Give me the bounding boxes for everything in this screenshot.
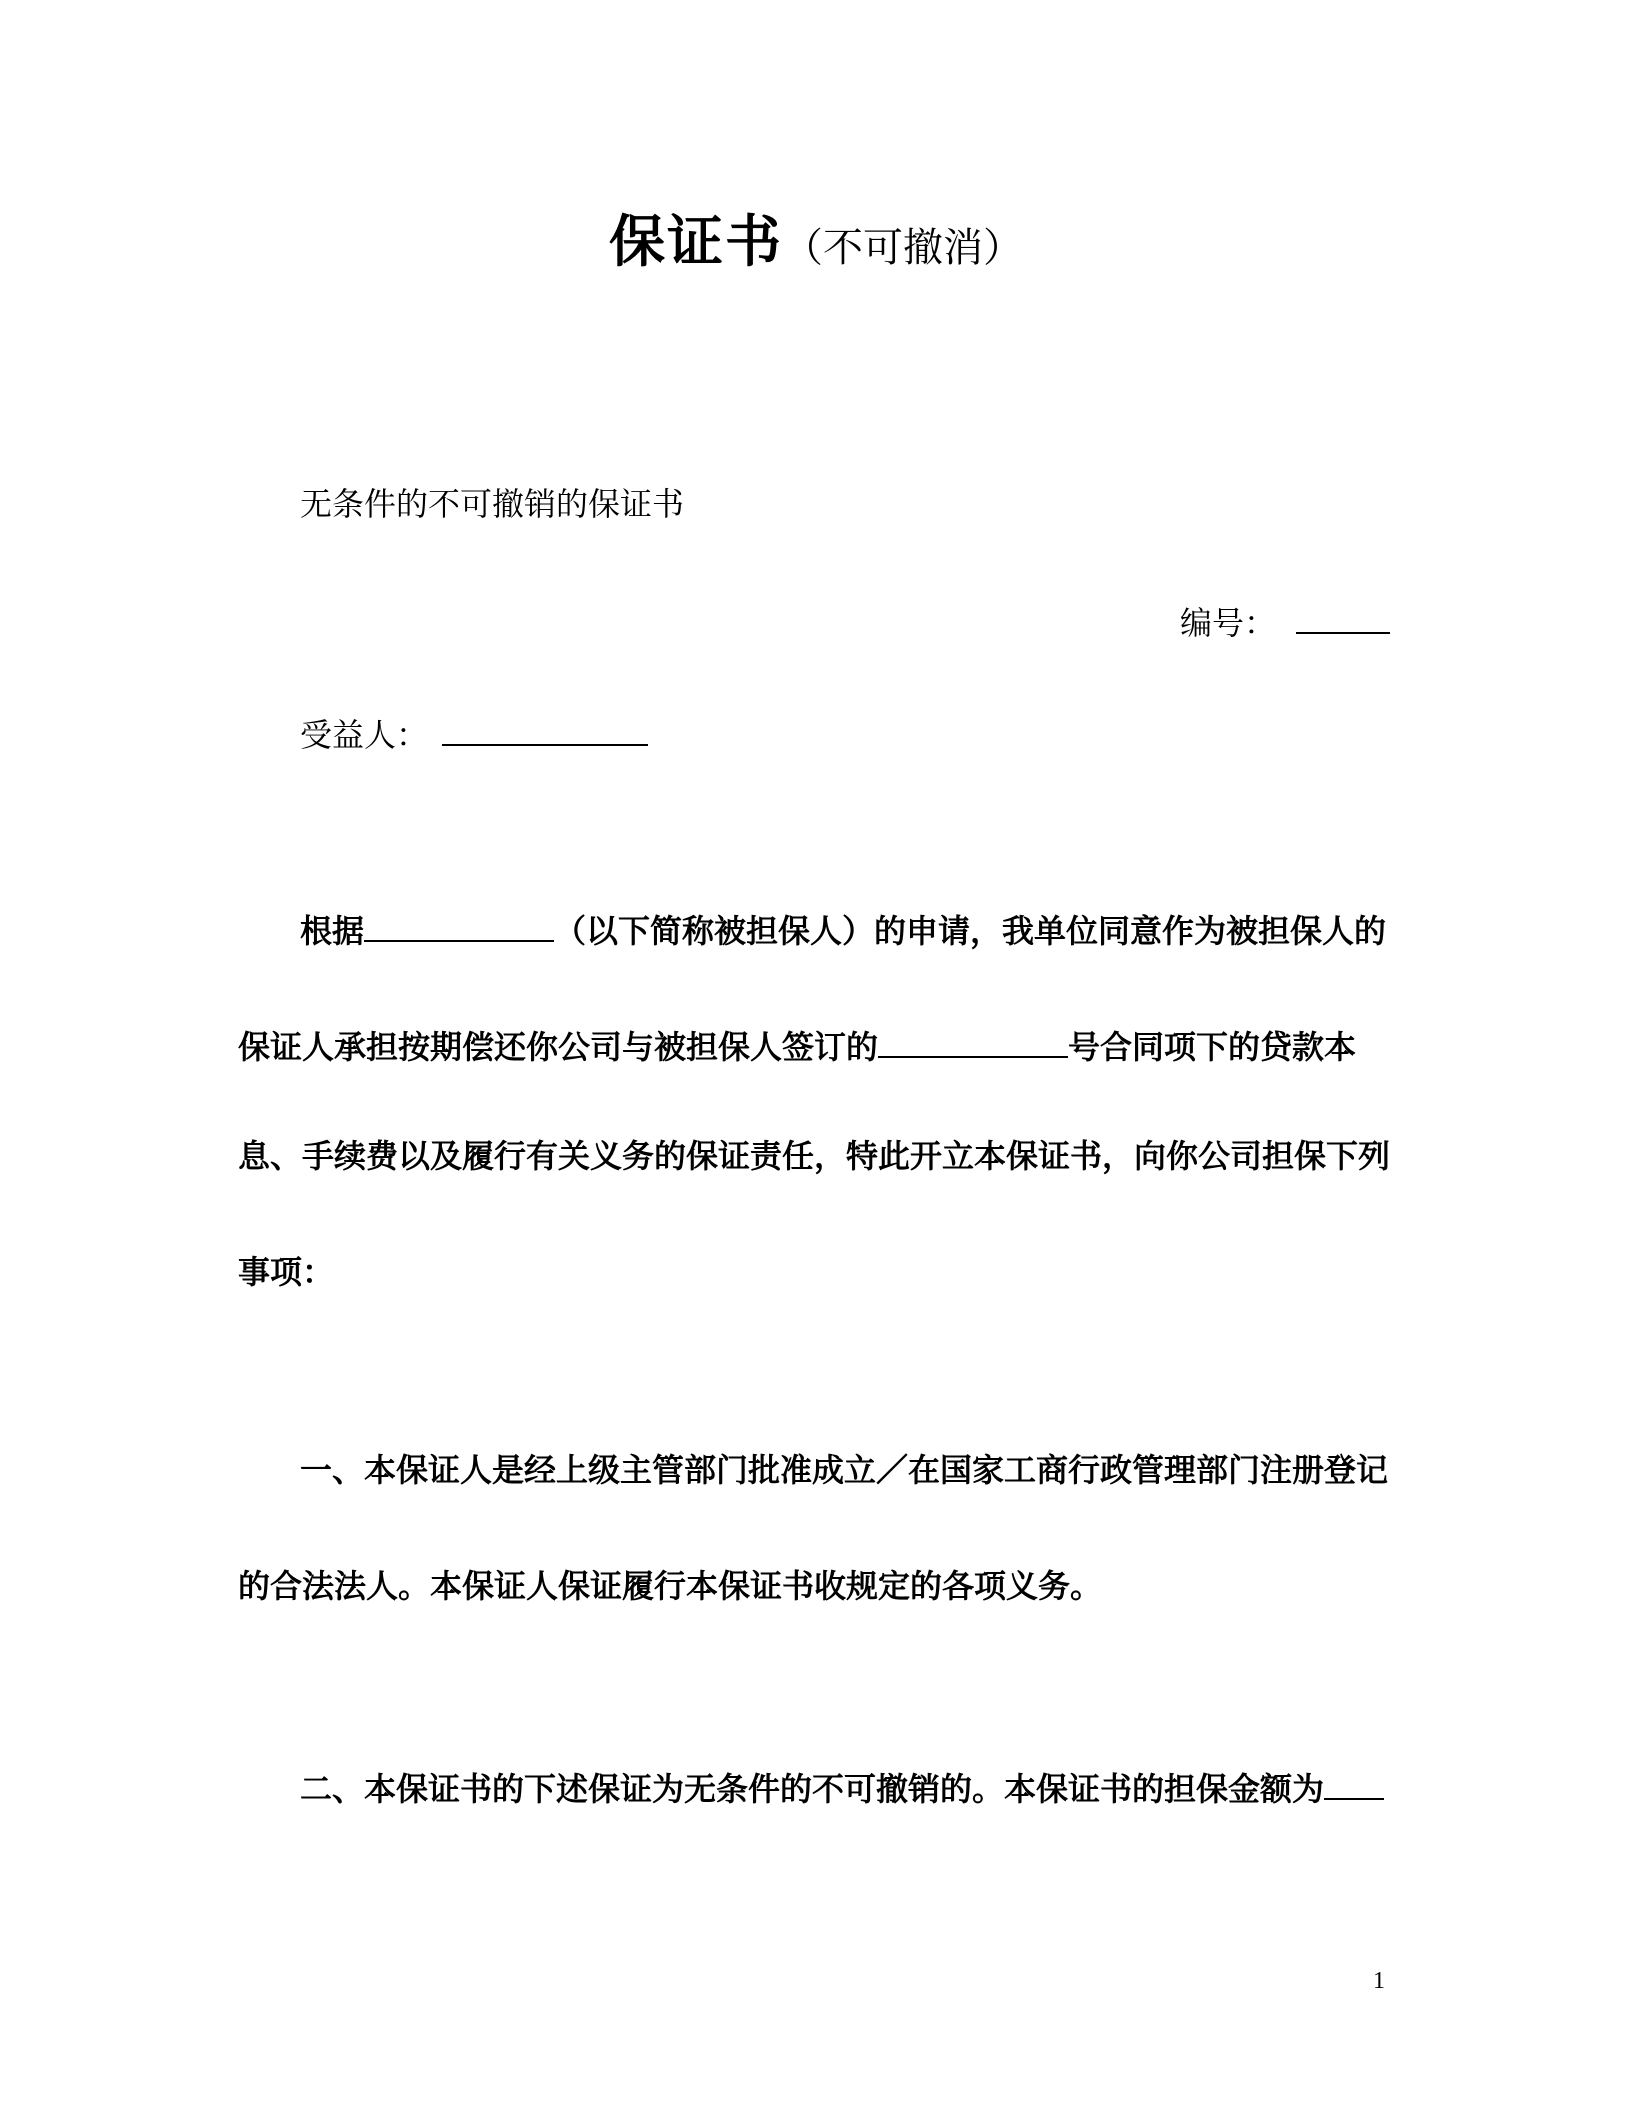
document-title: [0, 198, 1632, 278]
beneficiary-field: [300, 710, 648, 755]
title-main: 保证书: [609, 210, 783, 275]
page-number: 1: [1373, 1968, 1385, 1994]
para1-text-d: 号合同项下的贷款本: [1068, 1028, 1357, 1066]
number-label: 编号：: [1180, 604, 1277, 642]
contract-number-blank: [878, 1022, 1068, 1058]
para1-line3: 息、手续费以及履行有关义务的保证责任，特此开立本保证书，向你公司担保下列: [238, 1137, 1391, 1175]
applicant-blank: [364, 906, 554, 942]
beneficiary-label: 受益人：: [300, 716, 429, 754]
item2-text: 二、本保证书的下述保证为无条件的不可撤销的。本保证书的担保金额为: [300, 1770, 1325, 1808]
number-field: [1180, 598, 1390, 643]
number-blank: [1296, 598, 1390, 634]
para1-text-a: 根据: [300, 912, 365, 950]
item1-line2: 的合法法人。本保证人保证履行本保证书收规定的各项义务。: [238, 1567, 1103, 1605]
title-sub: （不可撤消）: [783, 225, 1023, 271]
para1-text-c: 保证人承担按期偿还你公司与被担保人签订的: [238, 1028, 879, 1066]
document-subtitle: 无条件的不可撤销的保证书: [300, 485, 685, 523]
para1-line2: [238, 1022, 1356, 1067]
para1-text-b: （以下简称被担保人）的申请，我单位同意作为被担保人的: [554, 912, 1387, 950]
amount-blank: [1324, 1764, 1384, 1800]
item1-line1: 一、本保证人是经上级主管部门批准成立／在国家工商行政管理部门注册登记: [300, 1451, 1389, 1489]
para1-line1: [300, 906, 1386, 951]
item2-line1: [300, 1764, 1384, 1809]
para1-line4: 事项：: [238, 1253, 335, 1291]
beneficiary-blank: [442, 710, 648, 746]
